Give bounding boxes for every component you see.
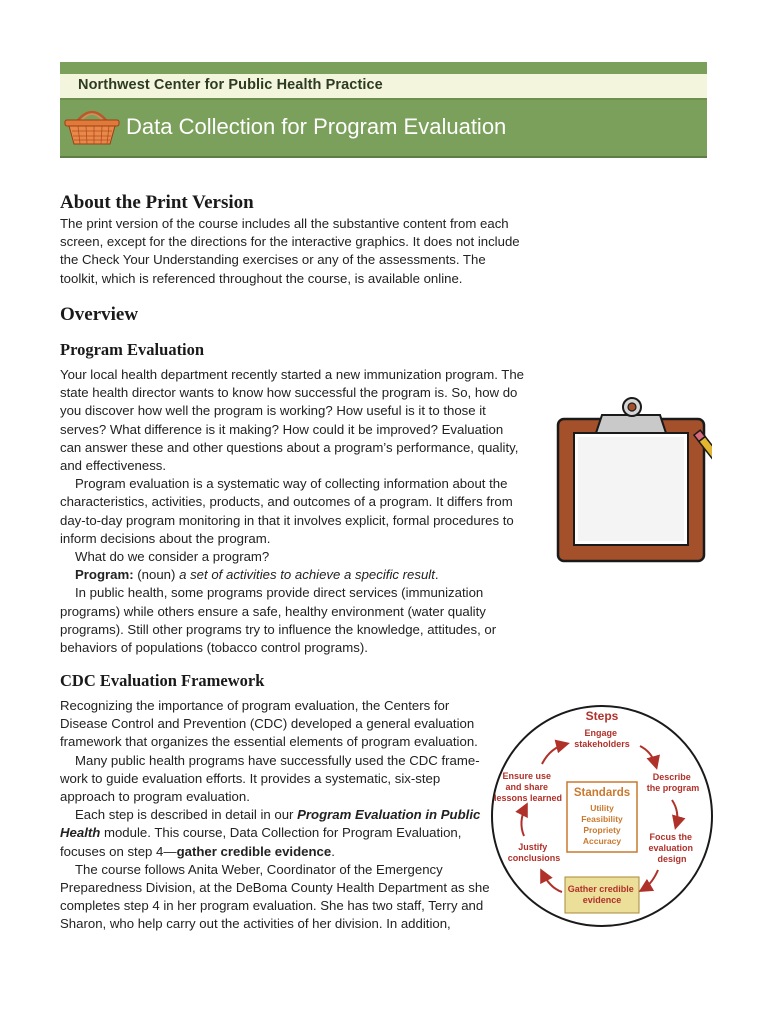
step-ensure-use: Ensure use and share lessons learned (493, 771, 563, 803)
cdc-p3-text-a: Each step is described in detail in our (75, 807, 298, 823)
overview-paragraph-4: In public health, some programs provide direct services (immunization programs) while others ensure a safe, healthy environment (water quality programs). Still other programs try to influence the knowledge, attitudes, or behaviors of populations (tobacco control programs). (60, 585, 497, 656)
step-focus: Focus the evaluation design (648, 832, 693, 864)
title-bar (60, 100, 707, 158)
about-paragraph: The print version of the course includes all the substantive content from each screen, except for the directions for the interactive graphics. It does not include the Check Your Understanding exercises or any of the assessments. The toolkit, which is referenced throughout the course, is available online. (60, 216, 520, 286)
document-title: Data Collection for Program Evaluation (126, 114, 507, 139)
cdc-body (60, 697, 490, 934)
cdc-framework-diagram (490, 702, 714, 928)
definition-end: . (434, 567, 439, 583)
org-name: Northwest Center for Public Health Practice (78, 77, 383, 93)
standards-title: Standards (573, 787, 631, 799)
overview-paragraph-1: Your local health department recently started a new immunization program. The state health director wants to know how successful the program is. So, how do you discover how well the program is working? How useful is it to those it serves? What difference is it making? How could it be improved? Evaluation can answer these and other questions about a program’s performance, quality, and effectiveness. (60, 367, 525, 474)
overview-body (60, 366, 526, 657)
overview-heading: Overview (60, 304, 139, 325)
banner-top-rule (60, 62, 707, 74)
cdc-paragraph-2: Many public health programs have successfully used the CDC frame-work to guide evaluation efforts. It provides a systematic, six-step approach to program evaluation. (60, 752, 480, 805)
standard-utility: Utility (590, 803, 614, 813)
cdc-paragraph-3 (60, 806, 490, 861)
definition-pos: (noun) (133, 567, 180, 583)
about-text (60, 215, 522, 288)
program-definition (60, 566, 526, 584)
step-justify: Justify conclusions (507, 842, 561, 863)
step-4-emphasis: gather credible evidence (176, 843, 332, 859)
definition-term: Program: (75, 567, 134, 583)
definition-text: a set of activities to achieve a specific result (179, 567, 435, 583)
clipboard-icon (552, 395, 712, 567)
overview-paragraph-3: What do we consider a program? (75, 549, 270, 565)
cdc-paragraph-1: Recognizing the importance of program evaluation, the Centers for Disease Control and Prevention (CDC) developed a general evaluation framework that organizes the essential elements of program evaluation. (60, 698, 478, 750)
step-describe: Describe the program (646, 772, 700, 793)
cdc-framework-heading: CDC Evaluation Framework (60, 671, 265, 690)
cdc-paragraph-4: The course follows Anita Weber, Coordinator of the Emergency Preparedness Division, at the DeBoma County Health Department as she completes step 4 in her program evaluation. She has two staff, Terry and Sharon, who help carry out the activities of her division. In addition, (60, 861, 490, 932)
program-evaluation-heading: Program Evaluation (60, 340, 205, 359)
cdc-p3-text-c: . (331, 843, 335, 859)
overview-paragraph-2: Program evaluation is a systematic way of collecting information about the characteristics, activities, products, and outcomes of a program. It differs from day-to-day program monitoring in that it involves explicit, formal procedures to inform decisions about the program. (60, 476, 514, 546)
step-engage: Engage stakeholders (574, 728, 630, 749)
module-title: Program Evaluation in Public Health (60, 807, 481, 841)
standard-accuracy: Accuracy (582, 836, 622, 846)
about-heading: About the Print Version (60, 192, 254, 213)
basket-icon (62, 106, 122, 150)
standard-feasibility: Feasibility (581, 814, 623, 824)
cdc-p3-text-b: module. This course, Data Collection for Program Evaluation, focuses on step 4— (60, 825, 462, 859)
standard-propriety: Propriety (583, 825, 621, 835)
diagram-title: Steps (585, 709, 619, 723)
step-gather-evidence: Gather credible evidence (567, 884, 634, 905)
org-bar (60, 74, 707, 100)
